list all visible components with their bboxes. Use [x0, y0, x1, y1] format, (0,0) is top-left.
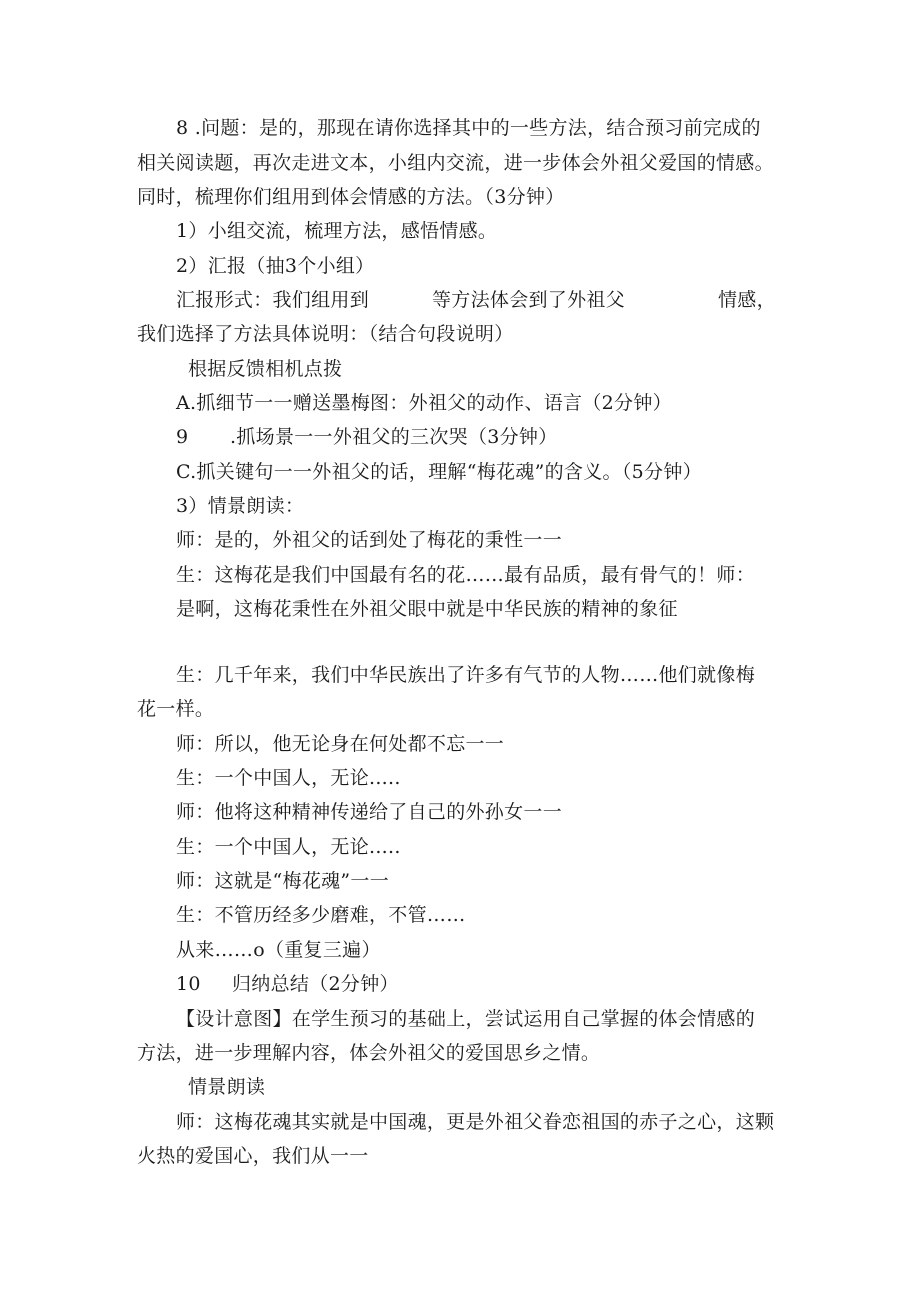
- list-number: 9: [176, 426, 189, 448]
- dialogue-line: 生：这梅花是我们中国最有名的花……最有品质，最有骨气的！师：: [176, 564, 756, 586]
- list-item: 2）汇报（抽3个小组）: [176, 255, 375, 277]
- list-item: A.抓细节一一赠送墨梅图：外祖父的动作、语言（2分钟）: [176, 392, 672, 414]
- paragraph-line: 同时，梳理你们组用到体会情感的方法。（3分钟）: [137, 186, 565, 208]
- dialogue-line: 火热的爱国心，我们从一一: [137, 1145, 369, 1167]
- dialogue-line: 师：是的，外祖父的话到处了梅花的秉性一一: [176, 529, 563, 551]
- report-format-end: 情感，: [718, 289, 776, 311]
- dialogue-line: 生：几千年来，我们中华民族出了许多有气节的人物……他们就像梅: [176, 664, 756, 686]
- list-item: 归纳总结（2分钟）: [232, 973, 399, 995]
- dialogue-line: 生：不管历经多少磨难，不管……: [176, 904, 466, 926]
- dialogue-line: 生：一个中国人，无论.....: [176, 767, 401, 789]
- dialogue-line: 师：这就是“梅花魂”一一: [176, 870, 390, 892]
- list-number: 10: [176, 973, 201, 995]
- paragraph-line: 8 .问题：是的，那现在请你选择其中的一些方法，结合预习前完成的: [176, 117, 761, 139]
- dialogue-line: 师：这梅花魂其实就是中国魂，更是外祖父眷恋祖国的赤子之心，这颗: [176, 1111, 775, 1133]
- list-item: C.抓关键句一一外祖父的话，理解“梅花魂”的含义。（5分钟）: [176, 461, 702, 483]
- paragraph-line: 方法，进一步理解内容，体会外祖父的爱国思乡之情。: [137, 1042, 601, 1064]
- dialogue-line: 师：他将这种精神传递给了自己的外孙女一一: [176, 801, 563, 823]
- dialogue-line: 生：一个中国人，无论.....: [176, 836, 401, 858]
- list-item: 1）小组交流，梳理方法，感悟情感。: [176, 220, 498, 242]
- list-item: 3）情景朗读：: [176, 495, 305, 517]
- dialogue-line: 是啊，这梅花秉性在外祖父眼中就是中华民族的精神的象征: [176, 598, 678, 620]
- subheading: 根据反馈相机点拨: [188, 358, 343, 380]
- report-format-label: 汇报形式：我们组用到: [176, 289, 370, 311]
- design-intent: 【设计意图】在学生预习的基础上，尝试运用自己掌握的体会情感的: [176, 1008, 756, 1030]
- dialogue-line: 师：所以，他无论身在何处都不忘一一: [176, 733, 505, 755]
- dialogue-line: 花一样。: [137, 698, 215, 720]
- paragraph-line: 我们选择了方法具体说明：（结合句段说明）: [137, 323, 514, 345]
- dialogue-line: 从来……o（重复三遍）: [176, 939, 381, 961]
- report-format-middle: 等方法体会到了外祖父: [432, 289, 626, 311]
- paragraph-line: 相关阅读题，再次走进文本，小组内交流，进一步体会外祖父爱国的情感。: [137, 152, 774, 174]
- subheading: 情景朗读: [188, 1076, 266, 1098]
- list-item: .抓场景一一外祖父的三次哭（3分钟）: [230, 426, 558, 448]
